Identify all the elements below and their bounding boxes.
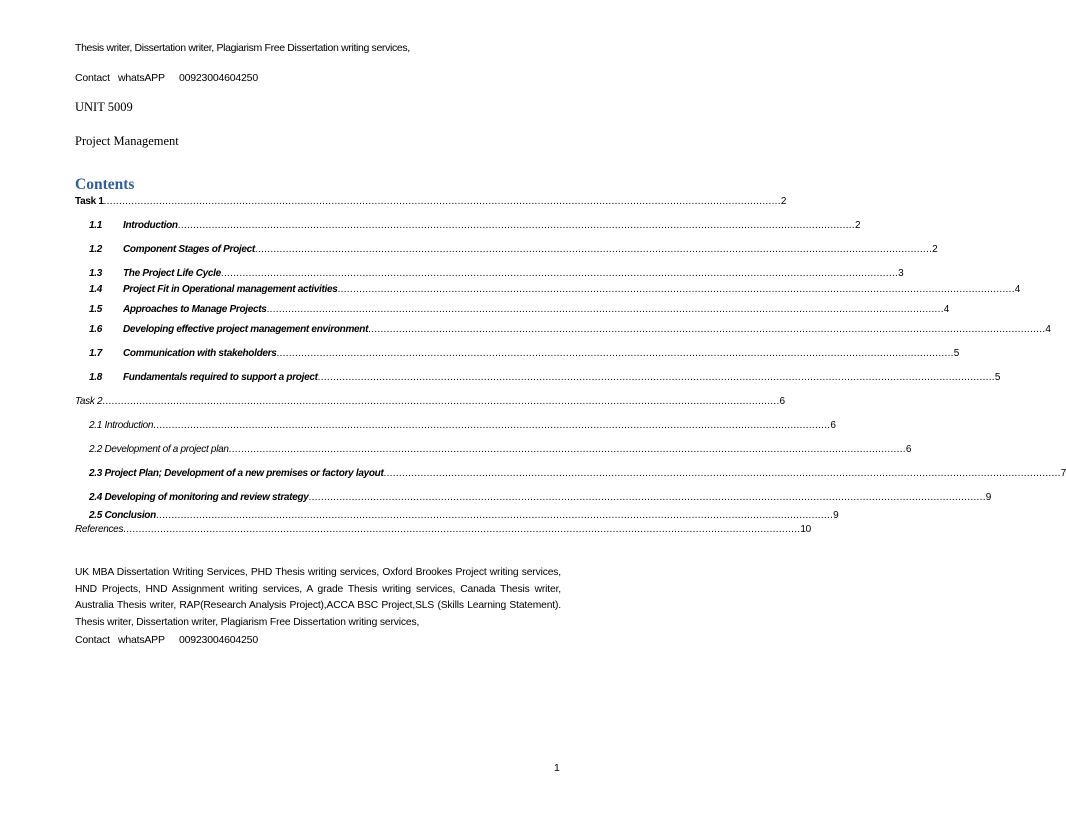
toc-entry[interactable] [89, 348, 960, 362]
toc-entry-label: Communication with stakeholders [123, 348, 277, 359]
toc-entry-page: 9 [833, 510, 839, 521]
toc-leader-dots: ............................................................................................................................................................................................................................ [317, 372, 995, 383]
toc-entry-label: Task 1 [75, 196, 104, 207]
toc-entry[interactable] [89, 324, 1051, 338]
toc-entry-number: 1.8 [89, 372, 103, 383]
toc-entry-number: 1.7 [89, 348, 103, 359]
toc-entry-label: Introduction [123, 220, 178, 231]
toc-leader-dots: ............................................................................................................................................................................................................................ [102, 396, 780, 407]
page-number: 1 [554, 762, 560, 774]
toc-entry[interactable] [89, 304, 950, 318]
toc-leader-dots: ............................................................................................................................................................................................................................ [153, 420, 831, 431]
toc-entry[interactable] [89, 372, 1001, 386]
toc-entry-page: 2 [780, 196, 787, 207]
toc-entry-page: 3 [898, 268, 904, 279]
toc-leader-dots: ............................................................................................................................................................................................................................ [276, 348, 954, 359]
toc-entry-label: 2.4 Developing of monitoring and review strategy [89, 492, 309, 503]
toc-leader-dots: ............................................................................................................................................................................................................................ [123, 524, 801, 535]
toc-entry-page: 10 [800, 524, 811, 535]
toc-leader-dots: ............................................................................................................................................................................................................................ [254, 244, 933, 255]
footer-contact-line [75, 634, 258, 646]
toc-entry-page: 5 [994, 372, 1001, 383]
toc-entry[interactable] [89, 492, 992, 506]
toc-entry-page: 7 [1060, 468, 1066, 479]
toc-leader-dots: ............................................................................................................................................................................................................................ [103, 196, 781, 207]
toc-leader-dots: ............................................................................................................................................................................................................................ [228, 444, 906, 455]
toc-entry-number: 1.4 [89, 284, 103, 295]
toc-entry-label: Approaches to Manage Projects [123, 304, 267, 315]
toc-entry-label: Fundamentals required to support a project [123, 372, 318, 383]
toc-entry-page: 4 [1014, 284, 1021, 295]
toc-entry-label: 2.2 Development of a project plan [89, 444, 229, 455]
toc-entry[interactable] [75, 196, 787, 210]
toc-leader-dots: ............................................................................................................................................................................................................................ [266, 304, 944, 315]
footer-contact-label: Contact whatsAPP [75, 634, 165, 646]
toc-entry-page: 4 [1045, 324, 1051, 335]
toc-entry-page: 5 [953, 348, 960, 359]
services-header: Thesis writer, Dissertation writer, Plagiarism Free Dissertation writing services, [75, 42, 410, 54]
contact-line [75, 72, 258, 84]
toc-entry[interactable] [89, 468, 1066, 482]
toc-entry-label: Task 2 [75, 396, 103, 407]
contact-label: Contact whatsAPP [75, 72, 165, 84]
toc-entry-page: 6 [905, 444, 912, 455]
toc-entry-label: Developing effective project management environment [123, 324, 369, 335]
toc-entry-label: Project Fit in Operational management activities [123, 284, 338, 295]
footer-contact-number: 00923004604250 [179, 634, 258, 646]
toc-entry[interactable] [89, 284, 1021, 298]
toc-entry-label: The Project Life Cycle [123, 268, 221, 279]
toc-leader-dots: ............................................................................................................................................................................................................................ [368, 324, 1046, 335]
toc-leader-dots: ............................................................................................................................................................................................................................ [383, 468, 1061, 479]
toc-entry-number: 1.2 [89, 244, 103, 255]
toc-entry[interactable] [89, 244, 938, 258]
toc-entry-label: 2.3 Project Plan; Development of a new premises or factory layout [89, 468, 384, 479]
toc-leader-dots: ............................................................................................................................................................................................................................ [337, 284, 1015, 295]
toc-entry-page: 2 [854, 220, 861, 231]
toc-leader-dots: ............................................................................................................................................................................................................................ [220, 268, 899, 279]
toc-entry[interactable] [75, 396, 785, 410]
toc-entry-label: References [75, 524, 124, 535]
toc-entry-label: 2.1 Introduction [89, 420, 154, 431]
toc-entry[interactable] [89, 510, 839, 524]
toc-entry-label: Component Stages of Project [123, 244, 255, 255]
contact-number: 00923004604250 [179, 72, 258, 84]
toc-entry-page: 4 [943, 304, 950, 315]
toc-leader-dots: ............................................................................................................................................................................................................................ [177, 220, 855, 231]
toc-entry[interactable] [89, 420, 836, 434]
course-title: Project Management [75, 134, 179, 148]
toc-entry-label: 2.5 Conclusion [89, 510, 156, 521]
toc-entry-page: 6 [830, 420, 836, 431]
toc-entry-page: 9 [985, 492, 992, 503]
toc-entry-number: 1.6 [89, 324, 103, 335]
toc-leader-dots: ............................................................................................................................................................................................................................ [308, 492, 986, 503]
contents-heading: Contents [75, 176, 135, 193]
toc-entry[interactable] [75, 524, 811, 538]
toc-entry-page: 6 [779, 396, 785, 407]
toc-entry-number: 1.3 [89, 268, 103, 279]
toc-entry-page: 2 [932, 244, 938, 255]
unit-code: UNIT 5009 [75, 100, 133, 114]
toc-entry[interactable] [89, 220, 861, 234]
toc-entry[interactable] [89, 444, 912, 458]
toc-entry-number: 1.1 [89, 220, 103, 231]
toc-entry-number: 1.5 [89, 304, 103, 315]
toc-entry[interactable] [89, 268, 904, 282]
toc-leader-dots: ............................................................................................................................................................................................................................ [155, 510, 834, 521]
services-paragraph: UK MBA Dissertation Writing Services, PHD Thesis writing services, Oxford Brookes Project writing services, HND Projects, HND Assignment writing services, A grade Thesis writing services, Canada Thesis writer, Australia Thesis writer, RAP(Research Analysis Project),ACCA BSC Project,SLS (Skills Learning Statement). Thesis writer, Dissertation writer, Plagiarism Free Dissertation writing services, [75, 567, 561, 628]
